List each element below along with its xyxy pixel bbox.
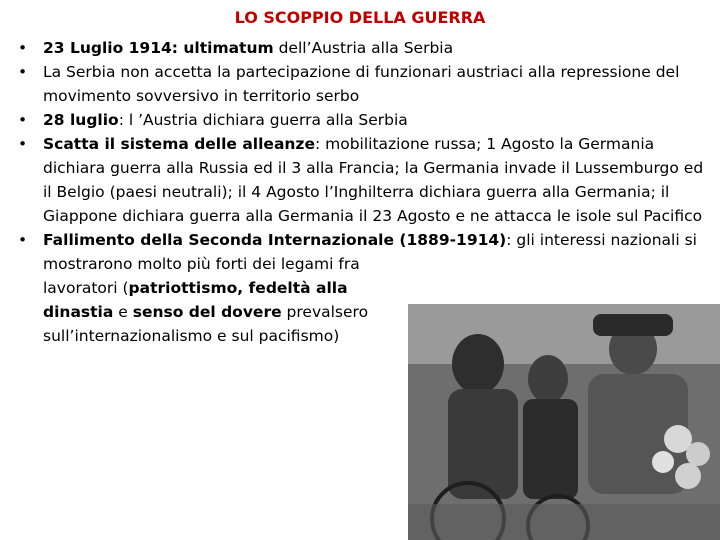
- bullet-item: [18, 228, 708, 348]
- bullet-text: : l ’Austria dichiara guerra alla Serbia: [118, 111, 408, 129]
- bullet-item: [18, 36, 708, 60]
- bullet-bold-text: 23 Luglio 1914: ultimatum: [43, 39, 274, 57]
- bullet-text: prevalsero sull’internazionalismo e sul pacifismo): [43, 303, 369, 345]
- bullet-text: : mobilitazione russa; 1 Agosto la Germania dichiara guerra alla Russia ed il 3 alla Francia; la Germania invade il Lussemburgo ed il Belgio (paesi neutrali); il 4 Agosto l’Inghilterra dichiara guerra alla Germania; il Giappone dichiara guerra alla Germania il 23 Agosto e ne attacca le isole sul Pacifico: [43, 135, 704, 225]
- bullet-item: [18, 60, 708, 108]
- bullet-text: e: [118, 303, 133, 321]
- bullet-marker: •: [18, 111, 28, 129]
- slide-title: LO SCOPPIO DELLA GUERRA: [234, 8, 486, 27]
- bullet-bold-text: 28 luglio: [43, 111, 119, 129]
- bullet-list: [18, 36, 708, 348]
- bullet-marker: •: [18, 39, 28, 57]
- bullet-continuation: [43, 276, 423, 348]
- bullet-text: La Serbia non accetta la partecipazione di funzionari austriaci alla repressione del movimento sovversivo in territorio serbo: [43, 63, 680, 105]
- bullet-text: lavoratori (: [43, 279, 129, 297]
- bullet-bold-text: Fallimento della Seconda Internazionale (1889-1914): [43, 231, 507, 249]
- bullet-item: [18, 108, 708, 132]
- bullet-text: : gli interessi nazionali si mostrarono molto più forti dei legami fra: [43, 231, 697, 273]
- bullet-text: dell’Austria alla Serbia: [273, 39, 454, 57]
- bullet-bold-text: Scatta il sistema delle alleanze: [43, 135, 315, 153]
- bullet-item: [18, 132, 708, 228]
- bullet-bold-text: senso del dovere: [132, 303, 282, 321]
- bullet-marker: •: [18, 63, 28, 81]
- bullet-marker: •: [18, 231, 28, 249]
- bullet-marker: •: [18, 135, 28, 153]
- bullet-bold-text: patriottismo, fedeltà alla dinastia: [43, 279, 348, 321]
